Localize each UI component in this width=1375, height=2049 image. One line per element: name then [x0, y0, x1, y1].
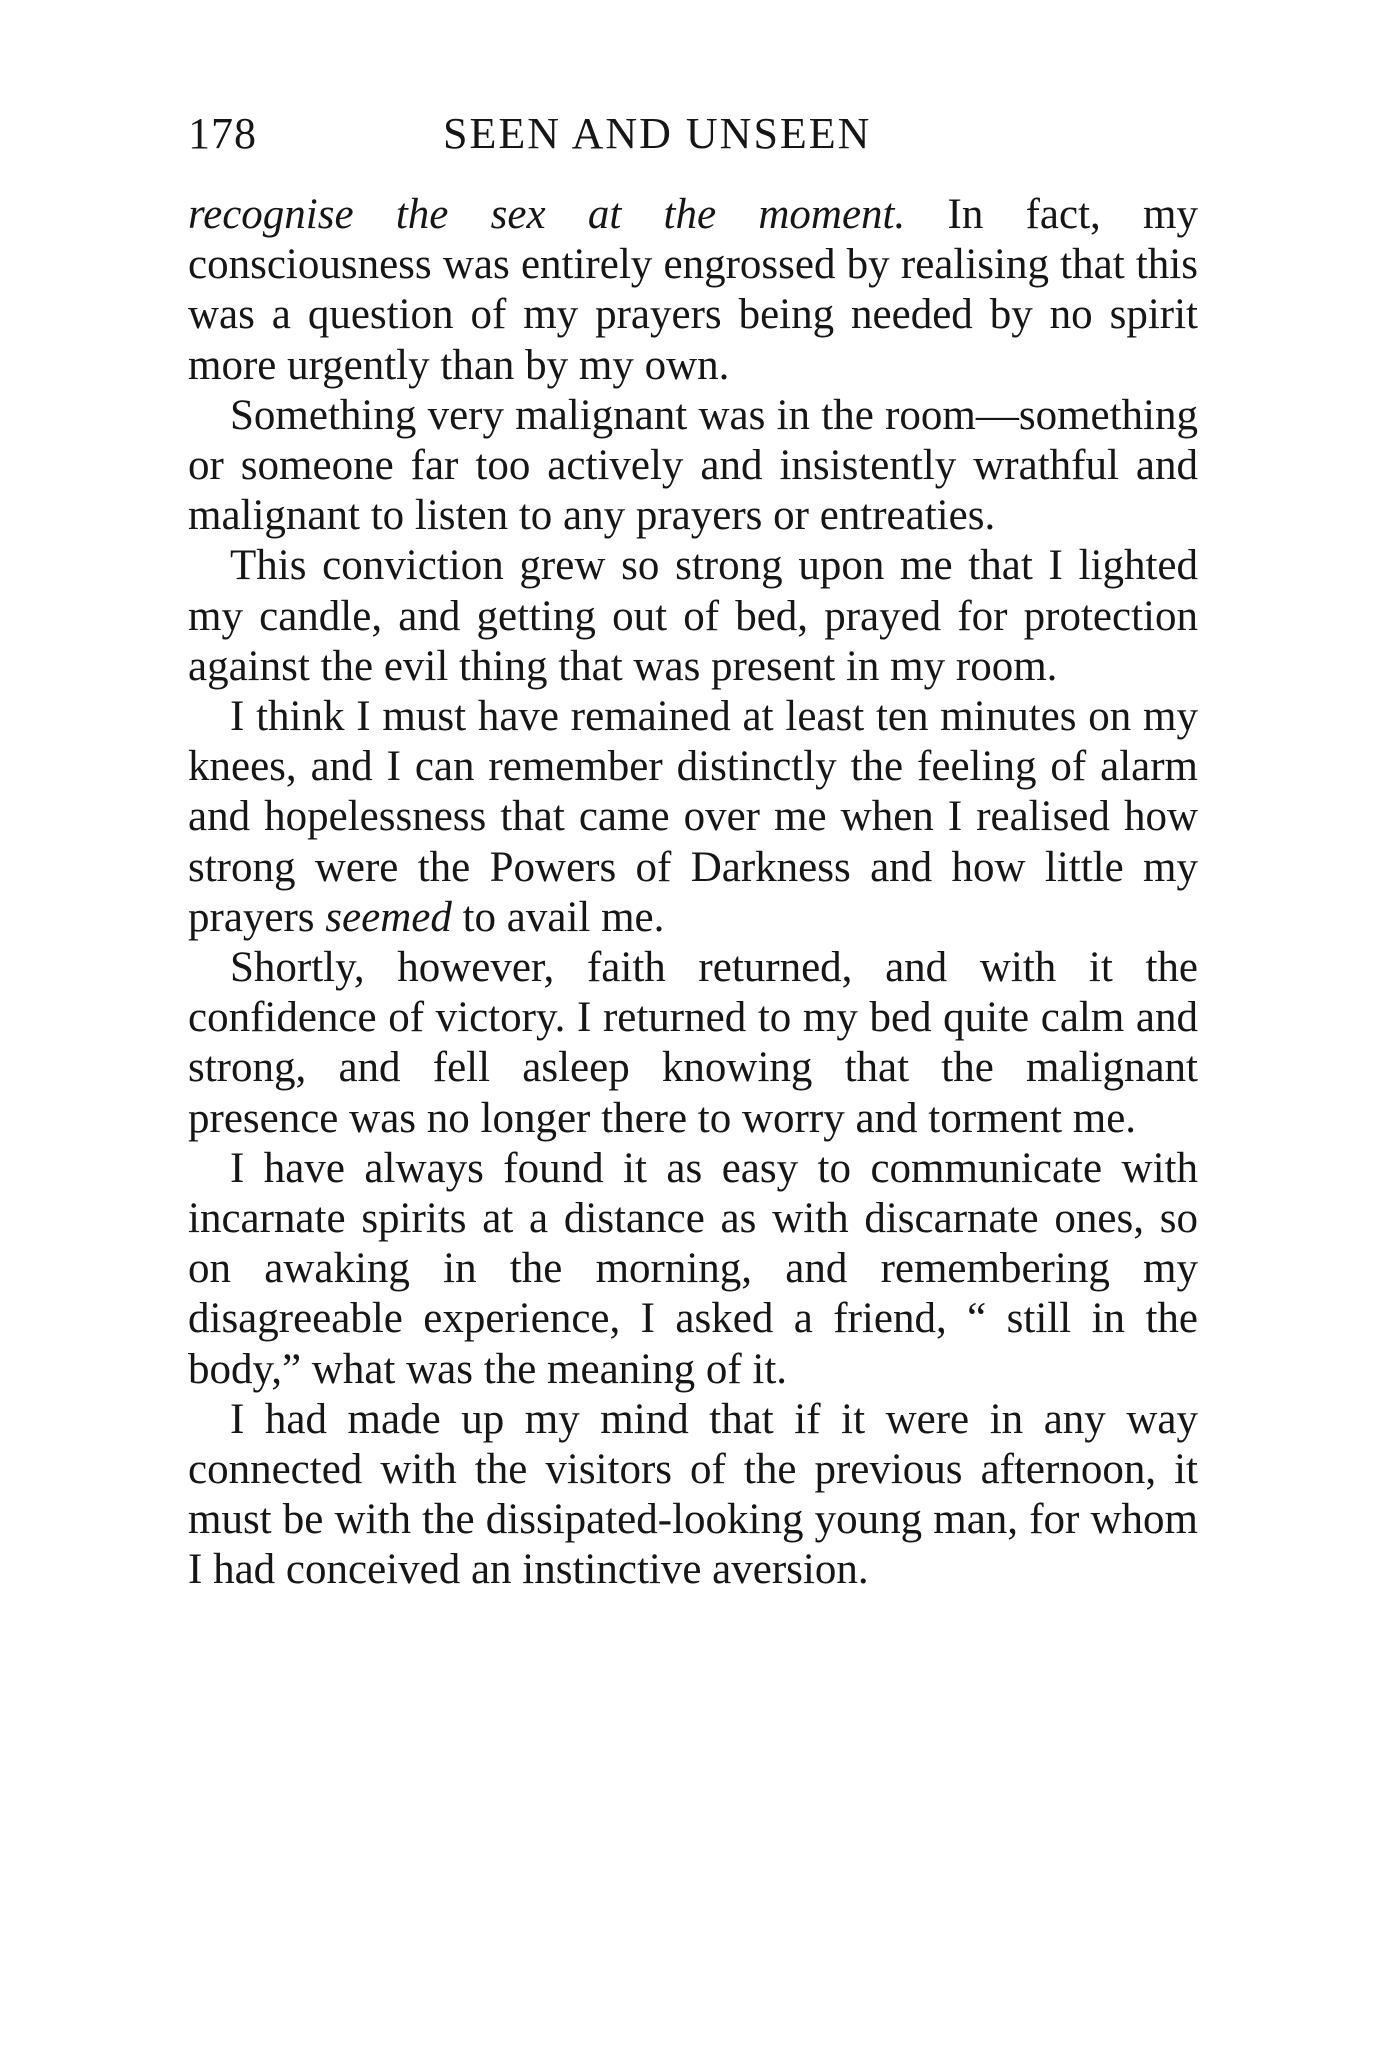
paragraph-text: to avail me. [451, 893, 665, 941]
paragraph [188, 541, 1198, 692]
paragraph [188, 943, 1198, 1144]
paragraph [188, 190, 1198, 391]
paragraph [188, 391, 1198, 542]
paragraph [188, 1144, 1198, 1395]
italic-lead: recognise the sex at the moment. [188, 191, 906, 238]
paragraph-text: I had made up my mind that if it were in any way connected with the visitors of the previous afternoon, it must be with the dissipated-looking young man, for whom I had conceived an instinctive aversion. [188, 1395, 1198, 1594]
running-head: SEEN AND UNSEEN [443, 109, 872, 158]
page-header [188, 108, 1198, 178]
page-number: 178 [188, 109, 257, 158]
italic-word: seemed [325, 893, 452, 941]
paragraph-text: In fact, my consciousness was entirely engrossed by realising that this was a question of my prayers being needed by no spirit more urgently than by my own. [188, 191, 1198, 389]
paragraph [188, 692, 1198, 943]
paragraph-text: Something very malignant was in the room—something or someone far too actively and insistently wrathful and malignant to listen to any prayers or entreaties. [188, 391, 1198, 540]
paragraph-text: I have always found it as easy to communicate with incarnate spirits at a distance as with discarnate ones, so on awaking in the morning, and remembering my disagreeable experience, I asked a friend, “ still in the body,” what was the meaning of it. [188, 1144, 1198, 1393]
paragraph-text: I think I must have remained at least ten minutes on my knees, and I can remember distinctly the feeling of alarm and hopelessness that came over me when I realised how strong were the Powers of Darkness and how little my prayers [188, 693, 1198, 941]
paragraph [188, 1395, 1198, 1596]
paragraph-text: Shortly, however, faith returned, and with it the confidence of victory. I returned to my bed quite calm and strong, and fell asleep knowing that the malignant presence was no longer there to worry and torment me. [188, 944, 1198, 1142]
body-text [188, 190, 1198, 1596]
paragraph-text: This conviction grew so strong upon me that I lighted my candle, and getting out of bed, prayed for protection against the evil thing that was present in my room. [188, 542, 1198, 690]
